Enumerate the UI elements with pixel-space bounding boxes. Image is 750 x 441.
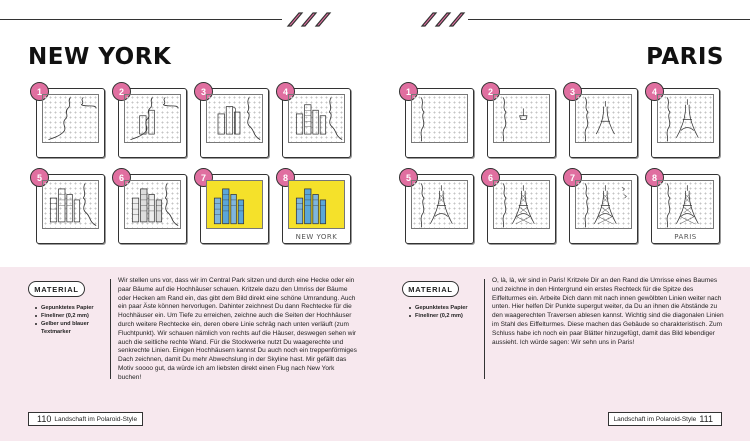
footer-box-left (28, 412, 143, 426)
polaroid-step (651, 88, 720, 158)
polaroid-step (282, 174, 351, 244)
step-number-badge: 6 (112, 168, 131, 187)
step-number-badge: 3 (563, 82, 582, 101)
step-number-badge: 5 (399, 168, 418, 187)
step-number-badge: 2 (112, 82, 131, 101)
sketch-image (411, 180, 468, 229)
material-badge-right: MATERIAL (402, 281, 459, 297)
step-number-badge: 3 (194, 82, 213, 101)
page-title-left: NEW YORK (28, 44, 172, 70)
polaroid-step (569, 174, 638, 244)
footer-label-right: Landschaft im Polaroid-Style (613, 415, 697, 423)
step-number-badge: 4 (276, 82, 295, 101)
instructions-text-right: O, là, là, wir sind in Paris! Kritzele Dir an den Rand die Umrisse eines Baumes und zeichne in den Hintergrund ein erstes Rechteck für die Spitze des Eiffelturmes ein. Arbeite Dich dann mit nach innen gewölbten Linien weiter nach unten. Hier helfen Dir Punkte supergut weiter, da Du an ihnen die Abstände zu den waagerechten Traversen ablesen kannst. Wichtig sind die diagonalen Linien im Stahl des Eiffelturmes. Diese machen das Gebäude so charakteristisch. Zum Schluss habe ich noch ein paar Blätter hinzugefügt, damit das Bild lebendiger aussieht. Ich würde sagen: Wir sehn uns in Paris! (492, 277, 724, 346)
polaroid-step (651, 174, 720, 244)
step-number-badge: 1 (399, 82, 418, 101)
sketch-image (411, 94, 468, 143)
material-item: Fineliner (0,2 mm) (35, 312, 105, 320)
polaroid-step (36, 174, 105, 244)
polaroid-step (569, 88, 638, 158)
sketch-image (206, 180, 263, 229)
polaroid-step (200, 88, 269, 158)
step-number-badge: 2 (481, 82, 500, 101)
step-number-badge: 7 (563, 168, 582, 187)
polaroid-step (118, 88, 187, 158)
top-rule-left (0, 19, 282, 20)
step-number-badge: 4 (645, 82, 664, 101)
footer-left (28, 412, 143, 426)
page-title-right: PARIS (646, 44, 724, 70)
pencils-icon (286, 10, 350, 28)
divider-left (110, 279, 111, 379)
polaroid-step (118, 174, 187, 244)
polaroid-grid-paris (405, 88, 720, 244)
top-rule-right (468, 19, 750, 20)
instructions-text-left: Wir stellen uns vor, dass wir im Central Park sitzen und durch eine Hecke oder ein paar Bäume auf die Hochhäuser schauen. Kritzele dazu den Umriss der Bäume oder Hecken am Rand ein, das gibt dem Bild direkt eine schöne Umrandung. Auch ein paar Äste können hervorlugen. Dahinter zeichnest Du dann Rechtecke für die Hochhäuser ein. Um Tiefe zu erreichen, zeichne auch die Seiten der Hochhäuser durch weitere Rechtecke ein, deren obere Linie schräg nach unten verläuft (zum Fluchtpunkt). Wir schauen nämlich von rechts auf die Häuser, deswegen sehen wir auch die seitliche rechte Wand. Für die Stockwerke nutzt Du waagerechte und senkrechte Linien. Einigen Hochhäusern kannst Du auch noch ein treppenförmiges Dach zeichnen, damit Du mehr Abwechslung in der Skyline hast. Mir gefällt das Motiv soooo gut, da würde ich am liebsten direkt einen Flug nach New York buchen! (118, 277, 357, 381)
material-item: Gepunktetes Papier (409, 304, 479, 312)
material-item: Gelber und blauer Textmarker (35, 320, 105, 336)
sketch-image (288, 94, 345, 143)
footer-right (608, 412, 722, 426)
material-item: Gepunktetes Papier (35, 304, 105, 312)
sketch-image (42, 180, 99, 229)
sketch-image (493, 180, 550, 229)
polaroid-step (36, 88, 105, 158)
polaroid-step (282, 88, 351, 158)
polaroid-caption: NEW YORK (295, 233, 338, 241)
polaroid-caption: PARIS (674, 233, 697, 241)
polaroid-step (487, 88, 556, 158)
footer-label-left: Landschaft im Polaroid-Style (54, 415, 138, 423)
page-number-right: 111 (699, 414, 713, 424)
sketch-image (42, 94, 99, 143)
sketch-image (493, 94, 550, 143)
step-number-badge: 6 (481, 168, 500, 187)
polaroid-step (405, 174, 474, 244)
divider-right (484, 279, 485, 379)
sketch-image (657, 180, 714, 229)
step-number-badge: 7 (194, 168, 213, 187)
material-list-left (35, 304, 105, 336)
sketch-image (288, 180, 345, 229)
polaroid-grid-new-york (36, 88, 351, 244)
step-number-badge: 5 (30, 168, 49, 187)
sketch-image (124, 94, 181, 143)
footer-box-right (608, 412, 722, 426)
sketch-image (575, 94, 632, 143)
step-number-badge: 8 (276, 168, 295, 187)
step-number-badge: 8 (645, 168, 664, 187)
pencils-icon (402, 10, 466, 28)
material-list-right (409, 304, 479, 320)
polaroid-step (200, 174, 269, 244)
step-number-badge: 1 (30, 82, 49, 101)
polaroid-step (487, 174, 556, 244)
sketch-image (575, 180, 632, 229)
page-number-left: 110 (37, 414, 52, 424)
sketch-image (124, 180, 181, 229)
material-item: Fineliner (0,2 mm) (409, 312, 479, 320)
polaroid-step (405, 88, 474, 158)
material-badge-left: MATERIAL (28, 281, 85, 297)
sketch-image (657, 94, 714, 143)
sketch-image (206, 94, 263, 143)
